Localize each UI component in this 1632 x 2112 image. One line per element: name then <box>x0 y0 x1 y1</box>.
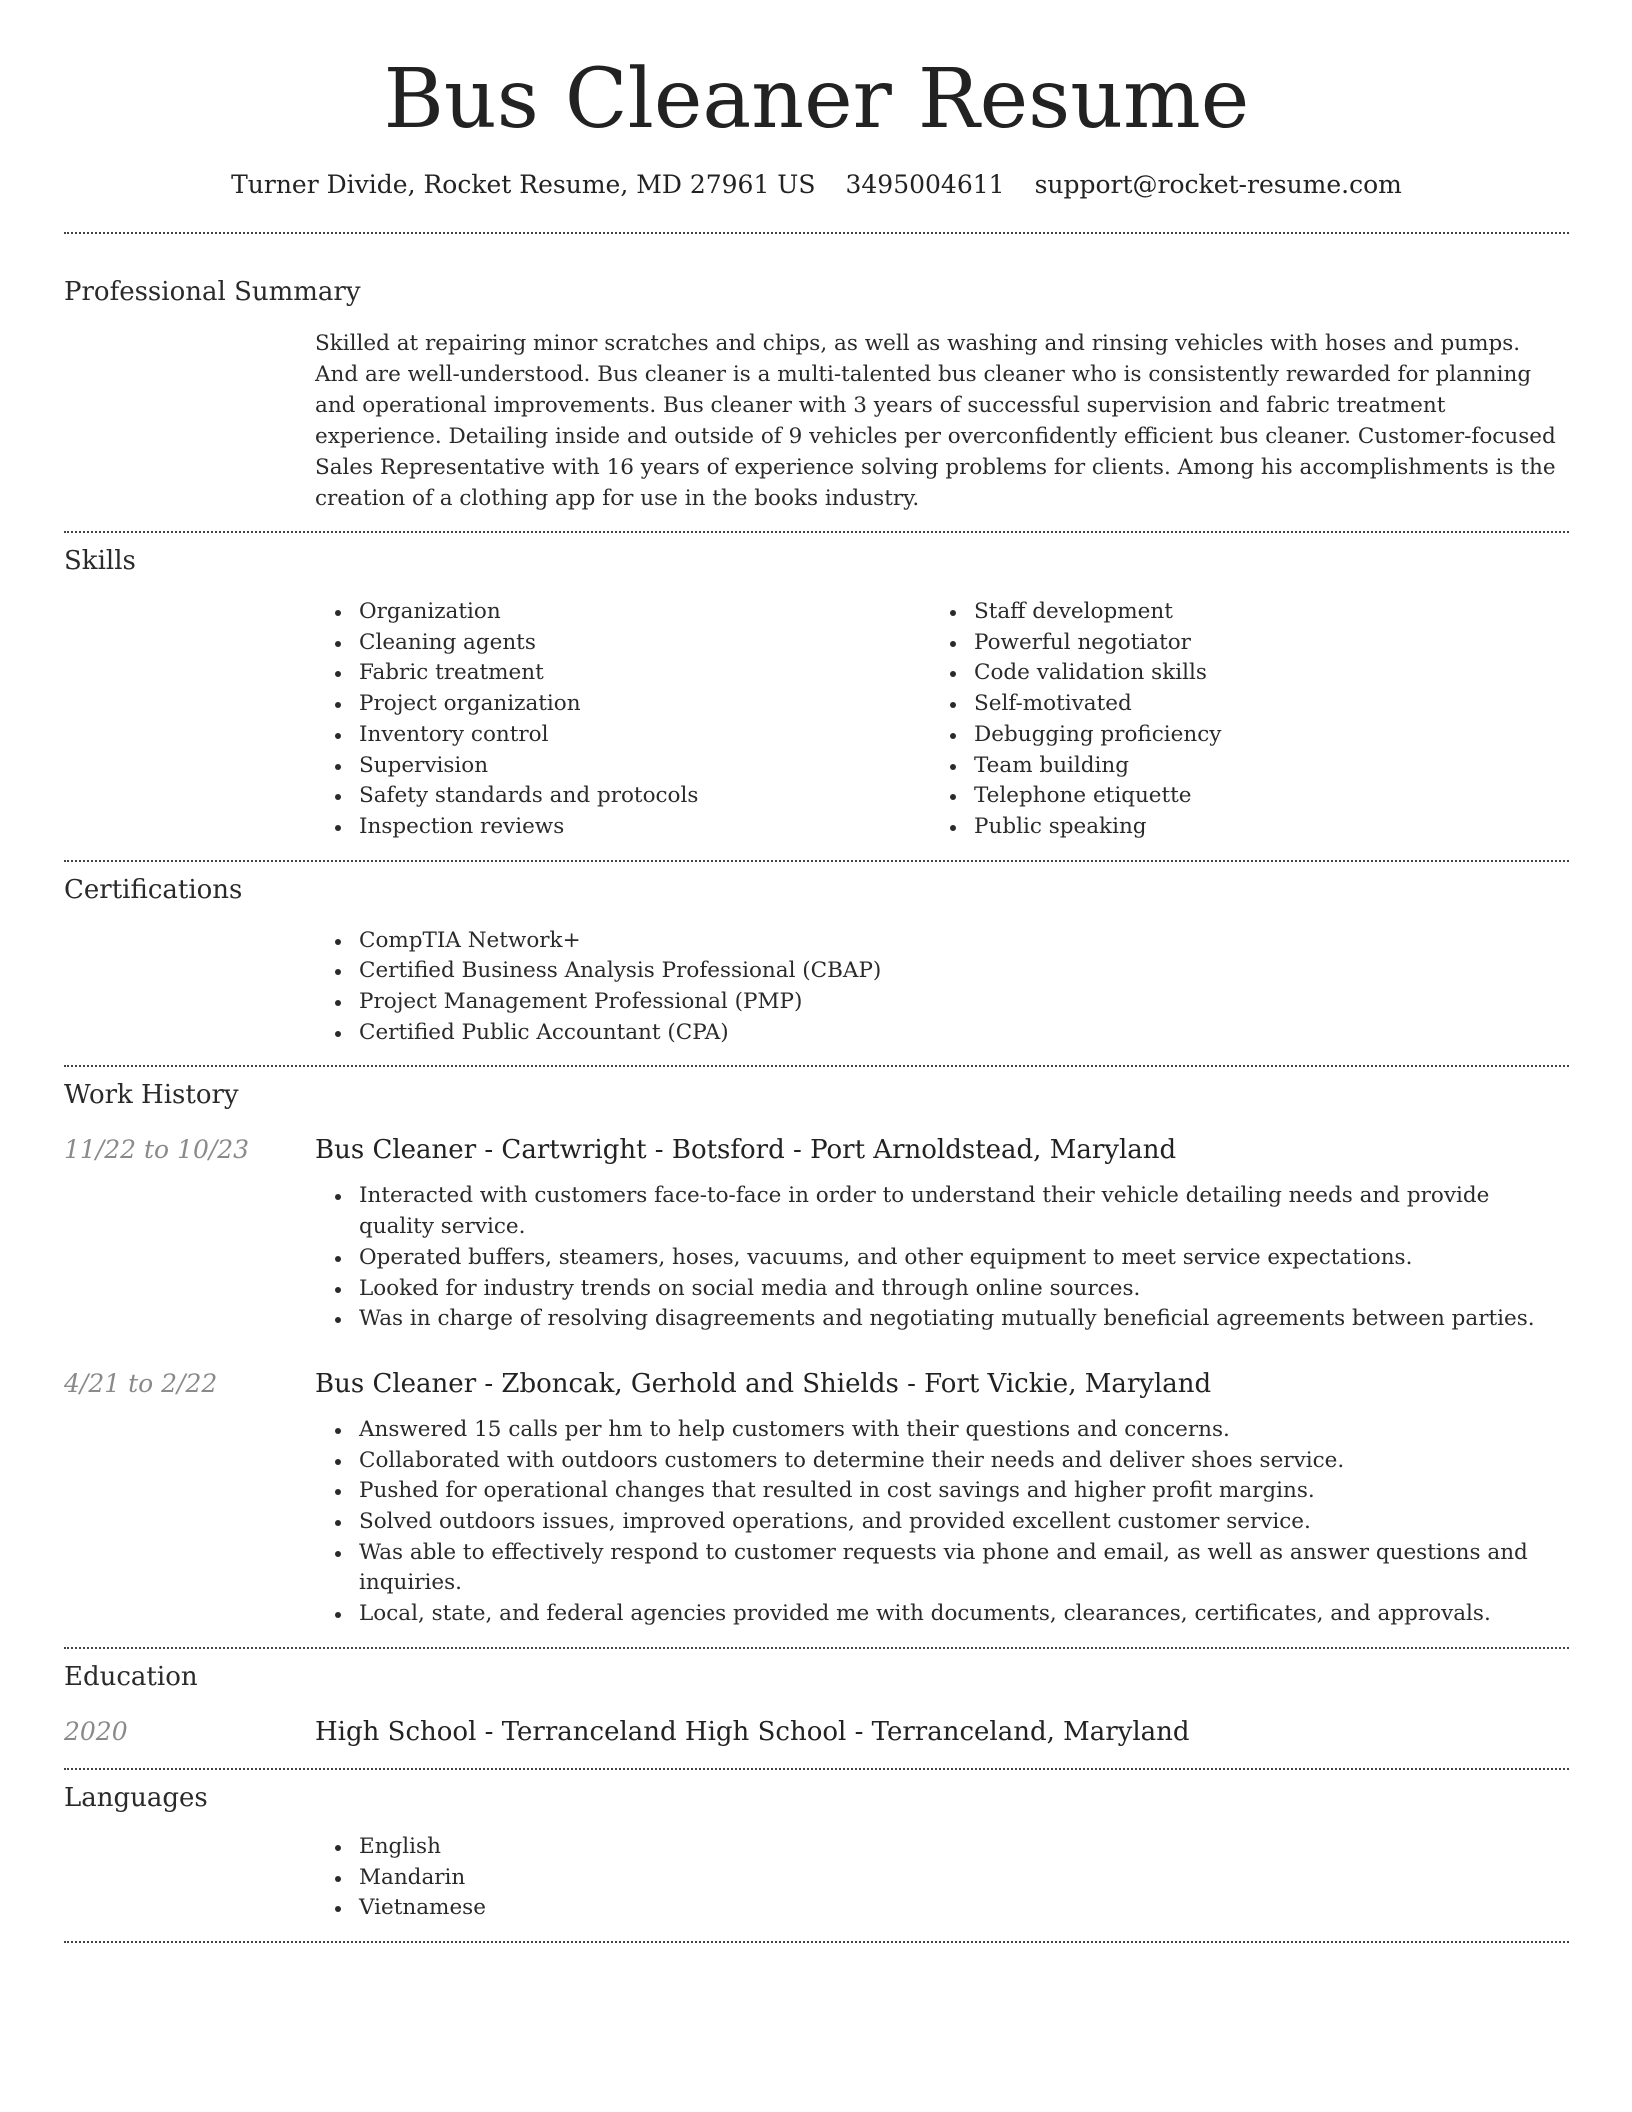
skills-heading: Skills <box>64 546 136 576</box>
job-entry <box>64 1367 1569 1630</box>
work-history-section <box>64 1077 1569 1629</box>
skill-item: Project organization <box>315 689 930 720</box>
education-title: High School - Terranceland High School - Terranceland, Maryland <box>315 1716 1190 1747</box>
divider <box>64 1768 1569 1770</box>
languages-list <box>315 1832 1569 1924</box>
job-bullets <box>315 1181 1569 1335</box>
skill-item: Public speaking <box>930 812 1545 843</box>
divider <box>64 1065 1569 1067</box>
job-bullet: Pushed for operational changes that resulted in cost savings and higher profit margins. <box>315 1476 1569 1507</box>
languages-section <box>64 1780 1569 1924</box>
summary-section <box>64 274 1569 514</box>
job-dates: 11/22 to 10/23 <box>64 1135 250 1165</box>
job-bullet: Local, state, and federal agencies provided me with documents, clearances, certificates, and approvals. <box>315 1599 1569 1630</box>
contact-line <box>64 168 1569 202</box>
skills-list-left <box>315 597 930 843</box>
certification-item: Project Management Professional (PMP) <box>315 987 1569 1018</box>
contact-email: support@rocket-resume.com <box>1034 170 1402 199</box>
education-heading: Education <box>64 1661 198 1692</box>
job-bullet: Answered 15 calls per hm to help customers with their questions and concerns. <box>315 1415 1569 1446</box>
skill-item: Powerful negotiator <box>930 628 1545 659</box>
language-item: English <box>315 1832 1569 1863</box>
divider <box>64 1941 1569 1943</box>
skill-item: Inventory control <box>315 720 930 751</box>
skill-item: Supervision <box>315 751 930 782</box>
education-section <box>64 1659 1569 1749</box>
skill-item: Code validation skills <box>930 658 1545 689</box>
skill-item: Inspection reviews <box>315 812 930 843</box>
skill-item: Telephone etiquette <box>930 781 1545 812</box>
divider <box>64 232 1569 234</box>
skill-item: Staff development <box>930 597 1545 628</box>
job-title: Bus Cleaner - Cartwright - Botsford - Port Arnoldstead, Maryland <box>315 1135 1177 1166</box>
certifications-list <box>315 926 1569 1049</box>
divider <box>64 1647 1569 1649</box>
education-year: 2020 <box>64 1716 128 1746</box>
skills-section <box>64 543 1569 843</box>
language-item: Vietnamese <box>315 1893 1569 1924</box>
work-history-heading: Work History <box>64 1080 239 1111</box>
job-bullet: Interacted with customers face-to-face in order to understand their vehicle detailing needs and provide quality service. <box>315 1181 1569 1242</box>
resume-page <box>64 0 1569 1943</box>
skill-item: Team building <box>930 751 1545 782</box>
job-bullet: Solved outdoors issues, improved operations, and provided excellent customer service. <box>315 1507 1569 1538</box>
languages-heading: Languages <box>64 1782 208 1813</box>
job-bullet: Operated buffers, steamers, hoses, vacuums, and other equipment to meet service expectations. <box>315 1243 1569 1274</box>
skill-item: Fabric treatment <box>315 658 930 689</box>
certifications-section <box>64 872 1569 1049</box>
job-bullets <box>315 1415 1569 1630</box>
education-entry <box>64 1715 1569 1749</box>
certification-item: Certified Business Analysis Professional (CBAP) <box>315 956 1569 987</box>
summary-heading: Professional Summary <box>64 277 361 307</box>
certification-item: Certified Public Accountant (CPA) <box>315 1018 1569 1049</box>
skill-item: Self-motivated <box>930 689 1545 720</box>
contact-phone: 3495004611 <box>845 170 1005 199</box>
job-bullet: Was in charge of resolving disagreements and negotiating mutually beneficial agreements between parties. <box>315 1304 1569 1335</box>
language-item: Mandarin <box>315 1863 1569 1894</box>
skill-item: Safety standards and protocols <box>315 781 930 812</box>
skills-columns <box>315 597 1569 843</box>
skills-list-right <box>930 597 1545 843</box>
certification-item: CompTIA Network+ <box>315 926 1569 957</box>
skill-item: Cleaning agents <box>315 628 930 659</box>
certifications-heading: Certifications <box>64 874 243 905</box>
summary-text: Skilled at repairing minor scratches and chips, as well as washing and rinsing vehicles with hoses and pumps. And are well-understood. Bus cleaner is a multi-talented bus cleaner who is consistently rewarded for planning and operational improvements. Bus cleaner with 3 years of successful supervision and fabric treatment experience. Detailing inside and outside of 9 vehicles per overconfidently efficient bus cleaner. Customer-focused Sales Representative with 16 years of experience solving problems for clients. Among his accomplishments is the creation of a clothing app for use in the books industry. <box>315 331 1556 511</box>
job-bullet: Collaborated with outdoors customers to determine their needs and deliver shoes service. <box>315 1446 1569 1477</box>
job-bullet: Was able to effectively respond to customer requests via phone and email, as well as answer questions and inquiries. <box>315 1538 1569 1599</box>
divider <box>64 531 1569 533</box>
job-entry <box>64 1133 1569 1335</box>
contact-address: Turner Divide, Rocket Resume, MD 27961 US <box>231 170 816 199</box>
resume-title: Bus Cleaner Resume <box>383 52 1250 147</box>
skill-item: Debugging proficiency <box>930 720 1545 751</box>
job-dates: 4/21 to 2/22 <box>64 1368 218 1398</box>
job-bullet: Looked for industry trends on social media and through online sources. <box>315 1274 1569 1305</box>
job-title: Bus Cleaner - Zboncak, Gerhold and Shields - Fort Vickie, Maryland <box>315 1368 1212 1399</box>
skill-item: Organization <box>315 597 930 628</box>
divider <box>64 860 1569 862</box>
